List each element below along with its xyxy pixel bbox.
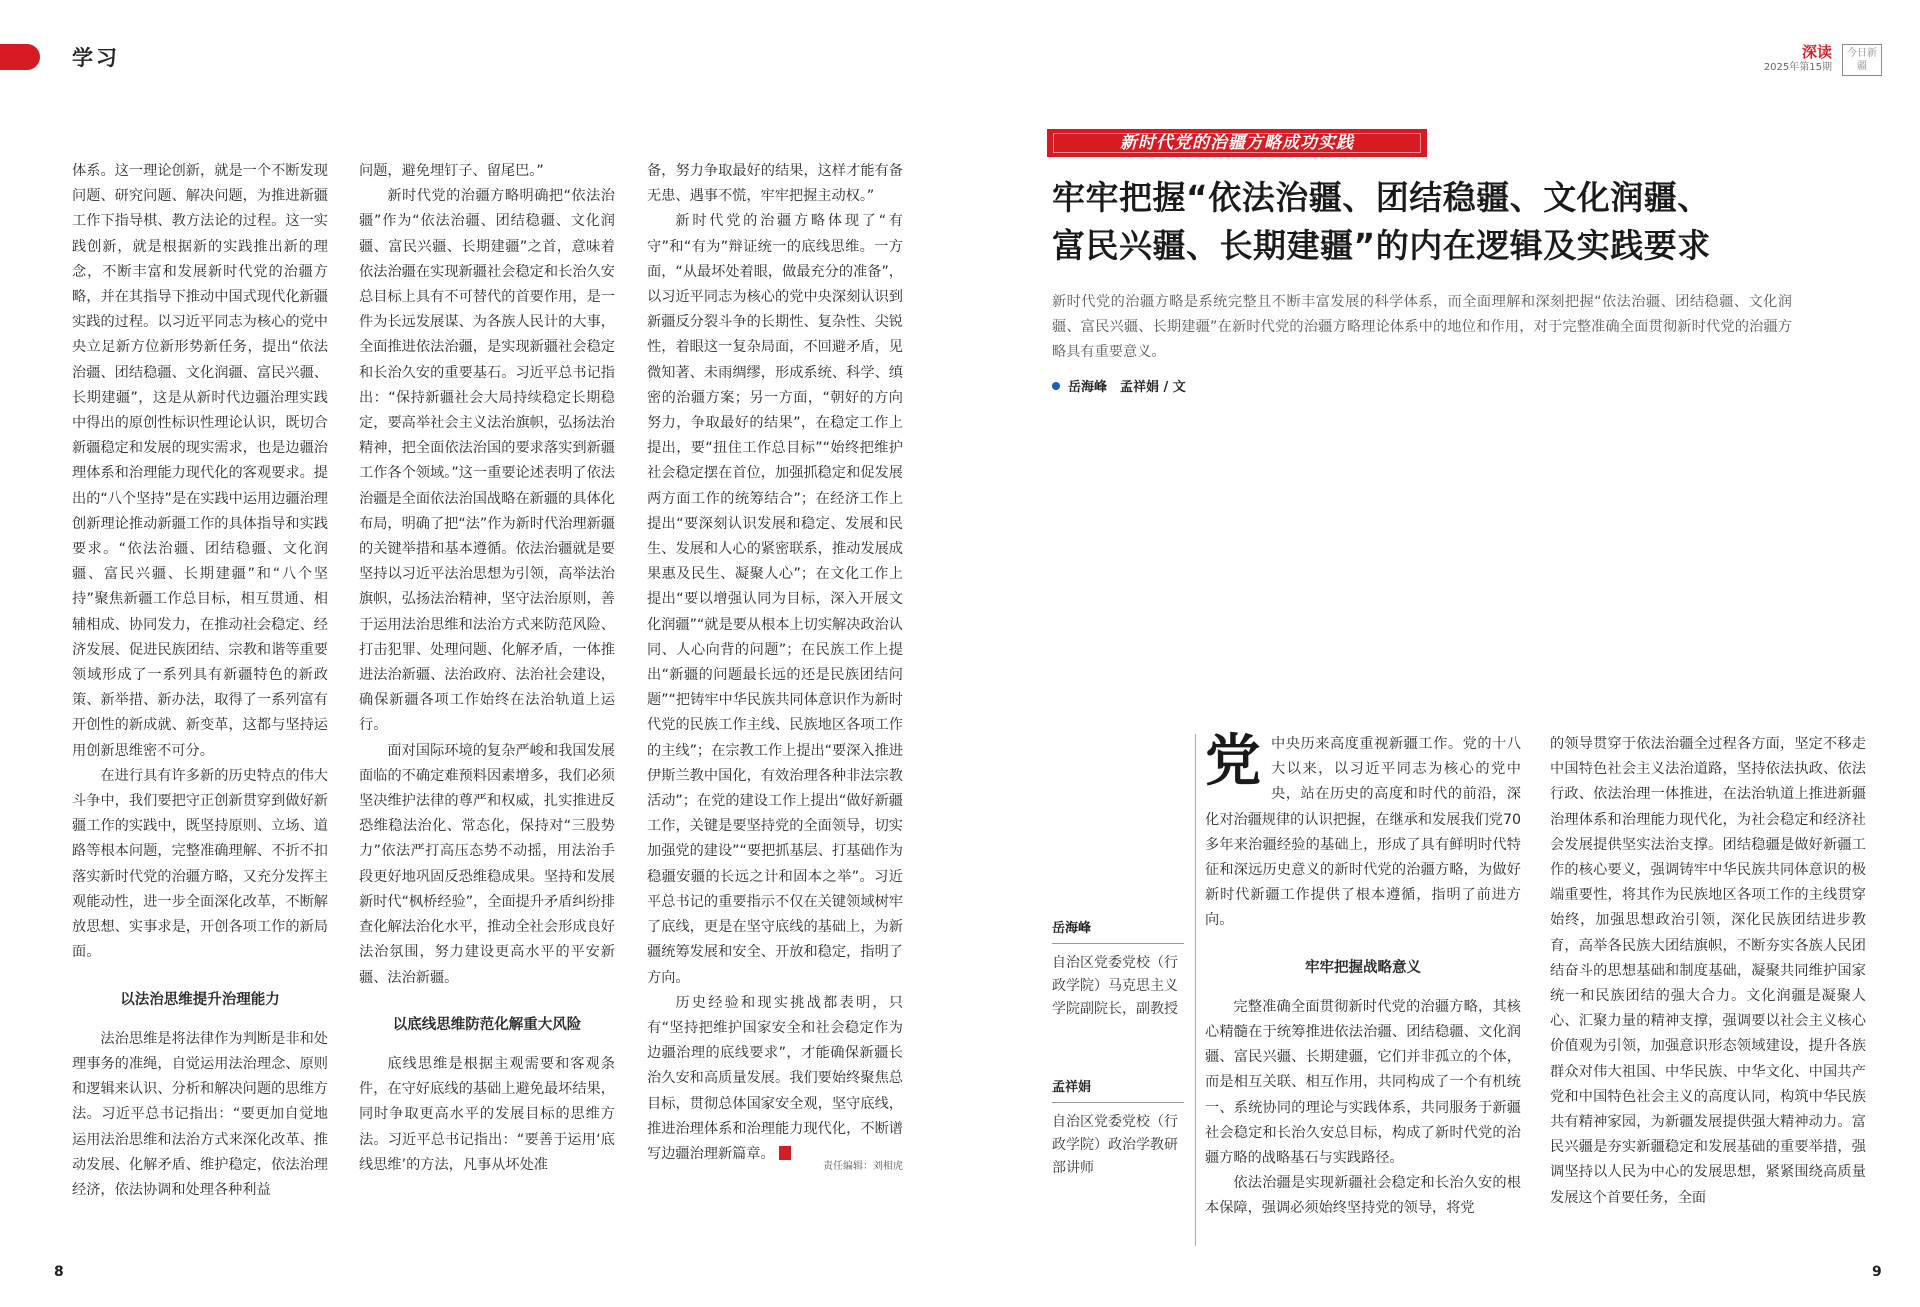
- paragraph: 法治思维是将法律作为判断是非和处理事务的准绳，自觉运用法治理念、原则和逻辑来认识、分析和解决问题的思维方法。习近平总书记指出：“要更加自觉地运用法治思维和法治方式来深化改革、推动发展、化解矛盾、维护稳定，依法治理经济，依法协调和处理各种利益: [72, 1030, 328, 1198]
- page-number-right: 9: [1872, 1264, 1882, 1280]
- paragraph-text: 中央历来高度重视新疆工作。党的十八大以来，以习近平同志为核心的党中央，站在历史的高度和时代的前沿，深化对治疆规律的认识把握，在继承和发展我们党70多年来治疆经验的基础上，形成了具有鲜明时代特征和深远历史意义的新时代党的治疆方略，为做好新时代新疆工作提供了根本遵循，指明了前进方向。: [1205, 736, 1521, 929]
- bio-name: 孟祥娟: [1052, 1080, 1092, 1095]
- article-column-1: [1205, 729, 1521, 1222]
- column-divider: [1195, 734, 1196, 1246]
- paragraph: 的领导贯穿于依法治疆全过程各方面，坚定不移走中国特色社会主义法治道路，坚持依法执政、依法行政、依法治理一体推进，在法治轨道上推进新疆治理体系和治理能力现代化，为社会稳定和经济社会发展提供坚实法治支撑。团结稳疆是做好新疆工作的核心要义，强调铸牢中华民族共同体意识的极端重要性，将其作为民族地区各项工作的主线贯穿始终，加强思想政治引领，深化民族团结进步教育，高举各民族大团结旗帜，不断夯实各族人民团结奋斗的思想基础和制度基础，凝聚共同维护国家统一和民族团结的强大合力。文化润疆是凝聚人心、汇聚力量的精神支撑，强调要以社会主义核心价值观为引领，加强意识形态领域建设，提升各族群众对伟大祖国、中华民族、中华文化、中国共产党和中国特色社会主义的高度认同，构筑中华民族共有精神家园，为新疆发展提供强大精神动力。富民兴疆是夯实新疆稳定和发展基础的重要举措，强调坚持以人民为中心的发展思想，紧紧围绕高质量发展这个首要任务，全面: [1550, 736, 1866, 1206]
- left-column-1: [72, 159, 328, 1203]
- paragraph: 问题，避免埋钉子、留尾巴。”: [359, 163, 544, 179]
- bullet-icon: [1052, 382, 1060, 390]
- column-banner: [1047, 129, 1427, 157]
- end-mark-icon: [779, 1146, 791, 1160]
- article-headline: [1052, 174, 1772, 270]
- paragraph: 底线思维是根据主观需要和客观条件，在守好底线的基础上避免最坏结果，同时争取更高水平的发展目标的思维方法。习近平总书记指出：“要善于运用‘底线思维’的方法，凡事从坏处准: [359, 1055, 615, 1173]
- left-column-2: [359, 159, 615, 1178]
- bio-divider: [1052, 943, 1184, 944]
- paragraph: 依法治疆是实现新疆社会稳定和长治久安的根本保障，强调必须始终坚持党的领导，将党: [1205, 1175, 1521, 1217]
- left-column-3: [647, 159, 903, 1173]
- paragraph-text: 历史经验和现实挑战都表明，只有“坚持把维护国家安全和社会稳定作为边疆治理的底线要求”，才能确保新疆长治久安和高质量发展。我们要始终聚焦总目标，贯彻总体国家安全观，坚守底线，推进治理体系和治理能力现代化，不断谱写边疆治理新篇章。: [647, 994, 903, 1162]
- page-number-left: 8: [54, 1264, 64, 1280]
- editor-credit: 责任编辑：刘相虎: [823, 1161, 903, 1173]
- paragraph: 面对国际环境的复杂严峻和我国发展面临的不确定难预料因素增多，我们必须坚决维护法律的尊严和权威，扎实推进反恐维稳法治化、常态化，保持对“三股势力”依法严打高压态势不动摇，用法治手段更好地巩固反恐维稳成果。坚持和发展新时代“枫桥经验”，全面提升矛盾纠纷排查化解法治化水平，推动全社会形成良好法治氛围，努力建设更高水平的平安新疆、法治新疆。: [359, 742, 615, 986]
- section-title: 学习: [72, 46, 120, 70]
- bio-divider: [1052, 1102, 1184, 1103]
- bio-name: 岳海峰: [1052, 921, 1092, 936]
- paragraph: 在进行具有许多新的历史特点的伟大斗争中，我们要把守正创新贯穿到做好新疆工作的实践中，既坚持原则、立场、道路等根本问题，完整准确理解、不折不扣落实新时代党的治疆方略，又充分发挥主观能动性，进一步全面深化改革，不断解放思想、实事求是，开创各项工作的新局面。: [72, 767, 328, 961]
- drop-cap: 党: [1205, 729, 1261, 794]
- byline-text: 岳海峰 孟祥娟 / 文: [1068, 380, 1186, 395]
- headline-line: 富民兴疆、长期建疆”的内在逻辑及实践要求: [1052, 226, 1711, 265]
- paragraph: [1205, 729, 1521, 934]
- subheading: 牢牢把握战略意义: [1305, 959, 1421, 976]
- subheading: 以法治思维提升治理能力: [120, 991, 280, 1008]
- paragraph: 新时代党的治疆方略明确把“依法治疆”作为“依法治疆、团结稳疆、文化润疆、富民兴疆、长期建疆”之首，意味着依法治疆在实现新疆社会稳定和长治久安总目标上具有不可替代的首要作用，是一件为长远发展谋、为各族人民计的大事，全面推进依法治疆，是实现新疆社会稳定和长治久安的重要基石。习近平总书记指出：“保持新疆社会大局持续稳定长期稳定，要高举社会主义法治旗帜，弘扬法治精神，把全面依法治国的要求落实到新疆工作各个领域。”这一重要论述表明了依法治疆是全面依法治国战略在新疆的具体化布局，明确了把“法”作为新时代治理新疆的关键举措和基本遵循。依法治疆就是要坚持以习近平法治思想为引领，高举法治旗帜，弘扬法治精神，坚守法治原则，善于运用法治思维和法治方式来防范风险、打击犯罪、处理问题、化解矛盾，一体推进法治新疆、法治政府、法治社会建设，确保新疆各项工作始终在法治轨道上运行。: [359, 188, 615, 734]
- subheading: 以底线思维防范化解重大风险: [392, 1016, 582, 1033]
- paragraph: 完整准确全面贯彻新时代党的治疆方略，其核心精髓在于统筹推进依法治疆、团结稳疆、文化润疆、富民兴疆、长期建疆，它们并非孤立的个体，而是相互关联、相互作用，共同构成了一个有机统一、系统协同的理论与实践体系，共同服务于新疆社会稳定和长治久安总目标，构成了新时代党的治疆方略的战略基石与实践路径。: [1205, 998, 1521, 1167]
- article-column-2: [1550, 732, 1866, 1211]
- paragraph: 备，努力争取最好的结果，这样才能有备无患、遇事不慌，牢牢把握主动权。”: [647, 163, 903, 205]
- headline-line: 牢牢把握“依法治疆、团结稳疆、文化润疆、: [1052, 178, 1711, 217]
- brand-name: 深读: [1801, 43, 1832, 61]
- section-tab-marker: [0, 44, 40, 70]
- paragraph: 新时代党的治疆方略体现了“有守”和“有为”辩证统一的底线思维。一方面，“从最坏处着眼，做最充分的准备”，以习近平同志为核心的党中央深刻认识到新疆反分裂斗争的长期性、复杂性、尖锐性，着眼这一复杂局面，不回避矛盾，见微知著、未雨绸缪，形成系统、科学、缜密的治疆方案；另一方面，“朝好的方向努力，争取最好的结果”，在稳定工作上提出，要“扭住工作总目标”“始终把维护社会稳定摆在首位，加强抓稳定和促发展两方面工作的统筹结合”；在经济工作上提出“要深刻认识发展和稳定、发展和民生、发展和人心的紧密联系，推动发展成果惠及民生、凝聚人心”；在文化工作上提出“要以增强认同为目标，深入开展文化润疆”“就是要从根本上切实解决政治认同、人心向背的问题”；在民族工作上提出“新疆的问题最长远的还是民族团结问题”“把铸牢中华民族共同体意识作为新时代党的民族工作主线、民族地区各项工作的主线”；在宗教工作上提出“要深入推进伊斯兰教中国化，有效治理各种非法宗教活动”；在党的建设工作上提出“做好新疆工作，关键是要坚持党的全面领导，切实加强党的建设”“要把抓基层、打基础作为稳疆安疆的长远之计和固本之举”。习近平总书记的重要指示不仅在关键领域树牢了底线，更是在坚守底线的基础上，为新疆统筹发展和安全、开放和稳定，指明了方向。: [647, 213, 903, 986]
- paragraph: 体系。这一理论创新，就是一个不断发现问题、研究问题、解决问题，为推进新疆工作下指导棋、教方法论的过程。这一实践创新，就是根据新的实践推出新的理念，不断丰富和发展新时代党的治疆方略，并在其指导下推动中国式现代化新疆实践的过程。以习近平同志为核心的党中央立足新方位新形势新任务，提出“依法治疆、团结稳疆、文化润疆、富民兴疆、长期建疆”，这是从新时代边疆治理实践中得出的原创性标识性理论认识，既切合新疆稳定和发展的现实需求，也是边疆治理体系和治理能力现代化的客观要求。提出的“八个坚持”是在实践中运用边疆治理创新理论推动新疆工作的具体指导和实践要求。“依法治疆、团结稳疆、文化润疆、富民兴疆、长期建疆”和“八个坚持”聚焦新疆工作总目标，相互贯通、相辅相成、协同发力，在推动社会稳定、经济发展、促进民族团结、宗教和谐等重要领域形成了一系列具有新疆特色的新政策、新举措、新办法，取得了一系列富有开创性的新成就、新变革，这都与坚持运用创新思维密不可分。: [72, 163, 328, 759]
- banner-text: 新时代党的治疆方略成功实践: [1120, 133, 1354, 153]
- bio-text: 自治区党委党校（行政学院）政治学教研部讲师: [1052, 1114, 1178, 1176]
- bio-text: 自治区党委党校（行政学院）马克思主义学院副院长，副教授: [1052, 955, 1178, 1017]
- paragraph: [647, 991, 903, 1167]
- article-summary: 新时代党的治疆方略是系统完整且不断丰富发展的科学体系，而全面理解和深刻把握“依法治疆、团结稳疆、文化润疆、富民兴疆、长期建疆”在新时代党的治疆方略理论体系中的地位和作用，对于完整准确全面贯彻新时代党的治疆方略具有重要意义。: [1052, 294, 1792, 360]
- magazine-brand: [1764, 44, 1832, 74]
- magazine-logo: 今日新疆: [1842, 44, 1882, 76]
- issue-label: 2025年第15期: [1763, 62, 1832, 73]
- byline: [1052, 376, 1186, 395]
